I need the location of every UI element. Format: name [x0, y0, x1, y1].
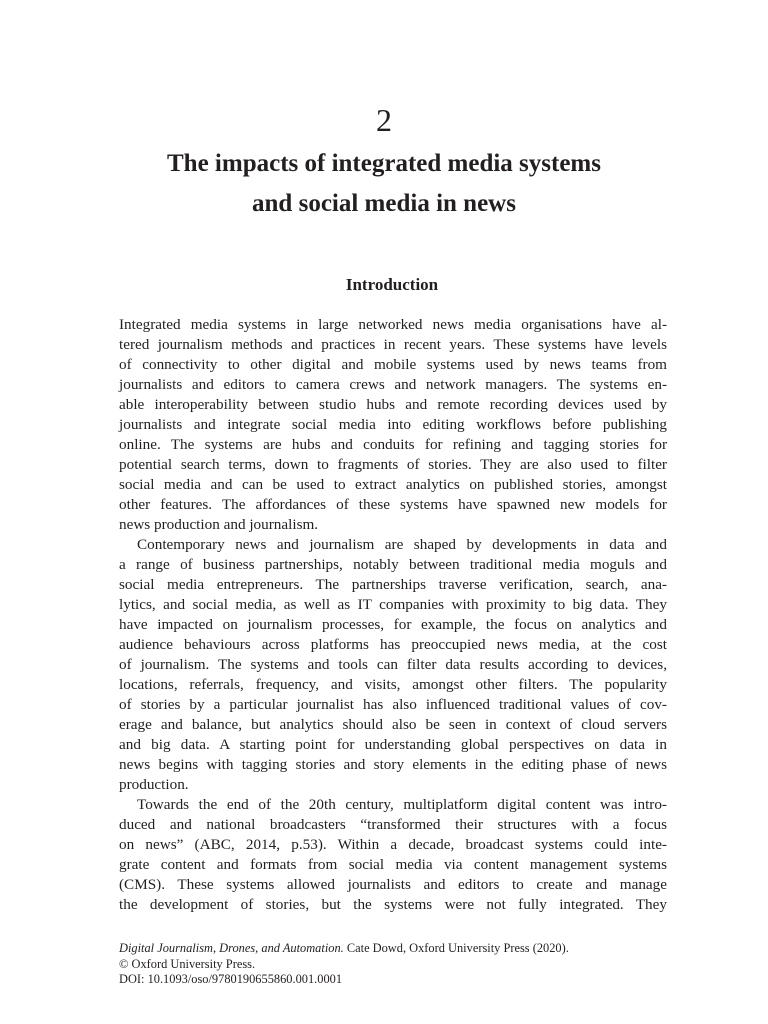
- body-text: [119, 315, 667, 915]
- chapter-title-line: and social media in news: [252, 190, 516, 217]
- chapter-title: [60, 144, 708, 224]
- doi-line: DOI: 10.1093/oso/9780190655860.001.0001: [119, 972, 343, 986]
- book-credit: Cate Dowd, Oxford University Press (2020).: [343, 941, 569, 955]
- body-line: (CMS). These systems allowed journalists and editors to create and manage: [119, 876, 667, 893]
- body-line: other features. The affordances of these systems have spawned new models for: [119, 496, 667, 513]
- body-line: the development of stories, but the systems were not fully integrated. They: [119, 896, 667, 913]
- body-line: journalists and editors to camera crews and network managers. The systems en-: [119, 376, 667, 393]
- body-line: grate content and formats from social media via content management systems: [119, 856, 667, 873]
- body-line: journalists and integrate social media into editing workflows before publishing: [119, 416, 667, 433]
- body-line: locations, referrals, frequency, and visits, amongst other filters. The popularity: [119, 676, 667, 693]
- body-line: Towards the end of the 20th century, multiplatform digital content was intro-: [137, 796, 667, 813]
- body-line: social media and can be used to extract analytics on published stories, amongst: [119, 476, 667, 493]
- body-line: lytics, and social media, as well as IT companies with proximity to big data. They: [119, 596, 667, 613]
- body-line: audience behaviours across platforms has preoccupied news media, at the cost: [119, 636, 667, 653]
- citation-line: [119, 941, 667, 957]
- body-line: of journalism. The systems and tools can filter data results according to devices,: [119, 656, 667, 673]
- body-line: on news” (ABC, 2014, p.53). Within a decade, broadcast systems could inte-: [119, 836, 667, 853]
- body-line: news production and journalism.: [119, 516, 319, 533]
- body-line: duced and national broadcasters “transformed their structures with a focus: [119, 816, 667, 833]
- body-line: and big data. A starting point for understanding global perspectives on data in: [119, 736, 667, 753]
- body-line: have impacted on journalism processes, for example, the focus on analytics and: [119, 616, 667, 633]
- body-line: a range of business partnerships, notably between traditional media moguls and: [119, 556, 667, 573]
- body-line: erage and balance, but analytics should also be seen in context of cloud servers: [119, 716, 667, 733]
- body-line: news begins with tagging stories and story elements in the editing phase of news: [119, 756, 667, 773]
- body-line: potential search terms, down to fragments of stories. They are also used to filter: [119, 456, 667, 473]
- body-line: online. The systems are hubs and conduits for refining and tagging stories for: [119, 436, 667, 453]
- chapter-number: 2: [376, 102, 392, 138]
- body-line: tered journalism methods and practices in recent years. These systems have levels: [119, 336, 667, 353]
- copyright-line: © Oxford University Press.: [119, 956, 256, 971]
- body-line: production.: [119, 776, 189, 793]
- body-line: social media entrepreneurs. The partnerships traverse verification, search, ana-: [119, 576, 667, 593]
- body-line: able interoperability between studio hubs and remote recording devices used by: [119, 396, 667, 413]
- body-line: of connectivity to other digital and mobile systems used by news teams from: [119, 356, 667, 373]
- chapter-title-line: The impacts of integrated media systems: [167, 150, 601, 177]
- body-line: Contemporary news and journalism are shaped by developments in data and: [137, 536, 667, 553]
- copyright-footer: [119, 941, 667, 988]
- section-heading: Introduction: [345, 275, 439, 294]
- body-line: Integrated media systems in large networked news media organisations have al-: [119, 316, 667, 333]
- book-title: Digital Journalism, Drones, and Automation.: [119, 941, 344, 955]
- body-line: of stories by a particular journalist has also influenced traditional values of cov-: [119, 696, 667, 713]
